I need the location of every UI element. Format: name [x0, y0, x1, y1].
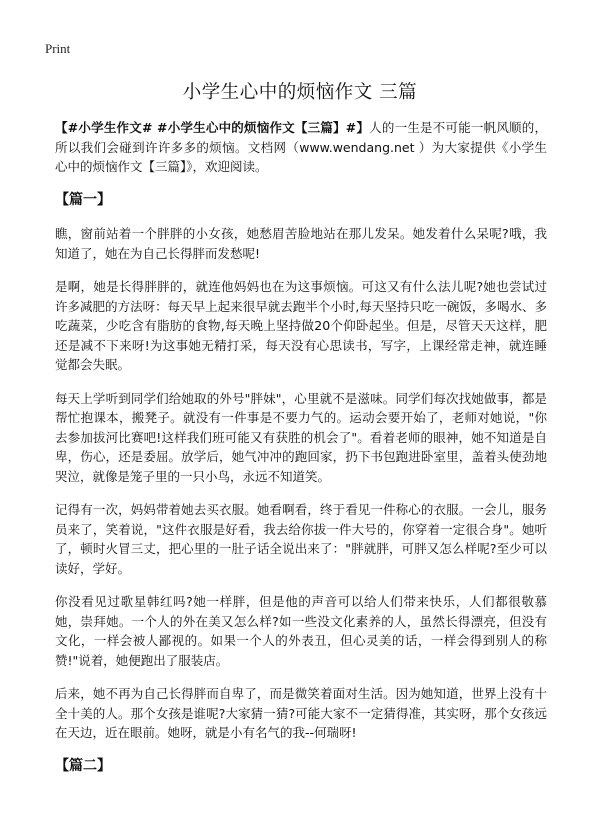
paragraph: 后来，她不再为自己长得胖而自卑了，而是微笑着面对生活。因为她知道，世界上没有十全十美的人。那个女孩是谁呢?大家猜一猜?可能大家不一定猜得准，其实呀，那个女孩远在天边，近在眼前。她呀，就是小有名气的我--何瑞呀! — [55, 686, 547, 740]
paragraph: 你没看见过歌星韩红吗?她一样胖，但是他的声音可以给人们带来快乐，人们都很敬慕她，崇拜她。一个人的外在美又怎么样?如一些没文化素养的人，虽然长得漂亮，但没有文化，一样会被人鄙视的。如果一个人的外表丑，但心灵美的话，一样会得到别人的称赞!"说着，她便跑出了服装店。 — [55, 594, 547, 668]
intro-text: 人的一生是不可能一帆风顺的，所以我们会碰到许许多多的烦恼。文档网（www.wendang.net ）为大家提供《小学生心中的烦恼作文【三篇】》，欢迎阅读。 — [55, 120, 547, 174]
paragraph: 每天上学听到同学们给她取的外号"胖妹"，心里就不是滋味。同学们每次找她做事，都是帮忙抱课本，搬凳子。就没有一件事是不要力气的。运动会要开始了，老师对她说，"你去参加拔河比赛吧!这样我们班可能又有获胜的机会了"。看着老师的眼神，她不知道是自卑，伤心，还是委屈。放学后，她气冲冲的跑回家，扔下书包跑进卧室里，盖着头使劲地哭泣，就像是笼子里的一只小鸟，永远不知道笑。 — [55, 390, 547, 484]
section-2 — [55, 757, 547, 777]
section-heading: 【篇一】 — [55, 191, 111, 208]
intro-lead: 【#小学生作文# #小学生心中的烦恼作文【三篇】#】 — [55, 120, 370, 135]
intro-paragraph — [55, 118, 547, 177]
section-1 — [55, 191, 547, 743]
paragraph: 记得有一次，妈妈带着她去买衣服。她看啊看，终于看见一件称心的衣服。一会儿，服务员来了，笑着说，"这件衣服是好看，我去给你拔一件大号的，你穿着一定很合身"。她听了，顿时火冒三丈，把心里的一肚子话全说出来了："胖就胖，可胖又怎么样呢?至少可以读好，学好。 — [55, 502, 547, 576]
document-title: 小学生心中的烦恼作文 三篇 — [182, 82, 418, 103]
paragraph: 是啊，她是长得胖胖的，就连他妈妈也在为这事烦恼。可这又有什么法儿呢?她也尝试过许多减肥的方法呀：每天早上起来很早就去跑半个小时,每天坚持只吃一碗饭，多喝水、多吃蔬菜，少吃含有脂肪的食物,每天晚上坚持做20个仰卧起坐。但是，尽管天天这样，肥还是减不下来呀!为这事她无精打采，每天没有心思读书，写字，上课经常走神，就连睡觉都会失眠。 — [55, 279, 547, 372]
print-link[interactable]: Print — [45, 41, 71, 56]
section-heading: 【篇二】 — [55, 757, 111, 774]
paragraph: 瞧，窗前站着一个胖胖的小女孩，她愁眉苦脸地站在那儿发呆。她发着什么呆呢?哦，我知道了，她在为自己长得胖而发愁呢! — [55, 226, 547, 261]
document-body — [55, 118, 547, 790]
